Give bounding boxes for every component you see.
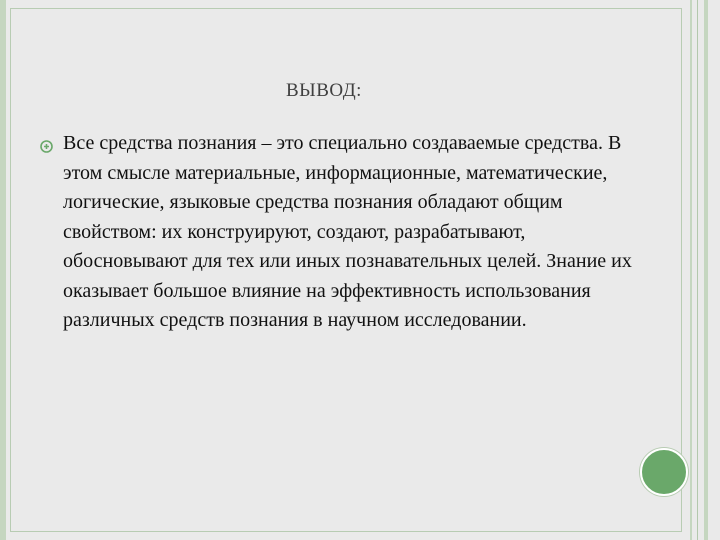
side-decoration-line [704, 0, 708, 540]
slide-title: ВЫВОД: [286, 80, 362, 101]
circle-dot-icon [40, 140, 53, 153]
side-decoration-line [697, 0, 698, 540]
side-decoration-line [690, 0, 692, 540]
bullet-text: Все средства познания – это специально создаваемые средства. В этом смысле материальные, информационные, математические, логические, языковые средства познания обладают общим свойством: их конструируют, создают, разрабатывают, обосновывают для тех или иных познавательных целей. Знание их оказывает большое влияние на эффективность использования различных средств познания в научном исследовании. [63, 132, 632, 331]
green-circle-icon [640, 448, 688, 496]
